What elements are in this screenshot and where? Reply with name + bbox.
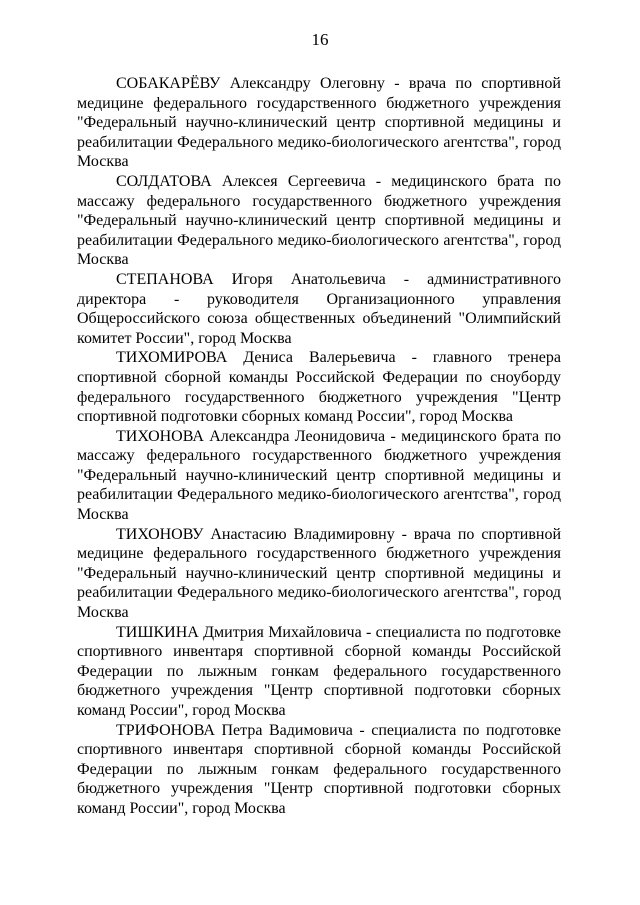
award-entry-soldatov: СОЛДАТОВА Алексея Сергеевича - медицинского брата по массажу федерального государственного бюджетного учреждения "Федеральный научно-клинический центр спортивной медицины и реабилитации Федерального медико-биологического агентства", город Москва	[77, 172, 561, 269]
award-entry-stepanov: СТЕПАНОВА Игоря Анатольевича - административного директора - руководителя Организационного управления Общероссийского союза общественных объединений "Олимпийский комитет России", город Москва	[77, 270, 561, 347]
page-number: 16	[311, 30, 329, 49]
award-entry-tikhonov: ТИХОНОВА Александра Леонидовича - медицинского брата по массажу федерального государственного бюджетного учреждения "Федеральный научно-клинический центр спортивной медицины и реабилитации Федерального медико-биологического агентства", город Москва	[77, 427, 561, 524]
award-entry-tikhomirov: ТИХОМИРОВА Дениса Валерьевича - главного тренера спортивной сборной команды Российской Федерации по сноуборду федерального государственного бюджетного учреждения "Центр спортивной подготовки сборных команд России", город Москва	[77, 349, 561, 426]
document-body	[77, 74, 561, 819]
award-entry-trifonov: ТРИФОНОВА Петра Вадимовича - специалиста по подготовке спортивного инвентаря спортивной сборной команды Российской Федерации по лыжным гонкам федерального государственного бюджетного учреждения "Центр спортивной подготовки сборных команд России", город Москва	[77, 721, 561, 817]
award-entry-tishkin: ТИШКИНА Дмитрия Михайловича - специалиста по подготовке спортивного инвентаря спортивной сборной команды Российской Федерации по лыжным гонкам федерального государственного бюджетного учреждения "Центр спортивной подготовки сборных команд России", город Москва	[77, 623, 561, 719]
award-entry-sobakareva: СОБАКАРЁВУ Александру Олеговну - врача по спортивной медицине федерального государственного бюджетного учреждения "Федеральный научно-клинический центр спортивной медицины и реабилитации Федерального медико-биологического агентства", город Москва	[77, 75, 561, 171]
award-entry-tikhonova: ТИХОНОВУ Анастасию Владимировну - врача по спортивной медицине федерального государственного бюджетного учреждения "Федеральный научно-клинический центр спортивной медицины и реабилитации Федерального медико-биологического агентства", город Москва	[77, 525, 561, 622]
